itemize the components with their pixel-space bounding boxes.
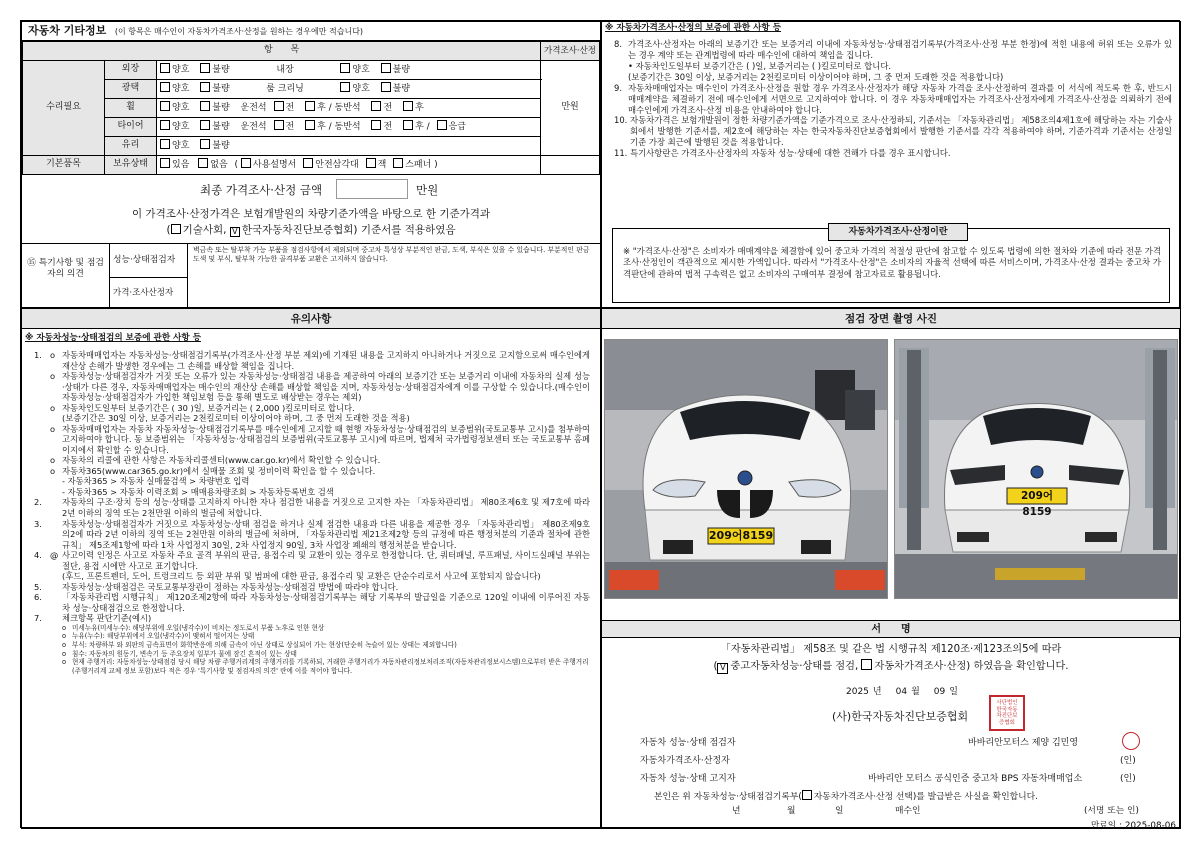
- note-text: 자동차매매업자는 자동차성능·상태점검기록부(가격조사·산정 부분 제외)에 기재된 내용을 고지하지 아니하거나 거짓으로 고지함으로써 매수인에게 재산상 손해가 발생한 경우에는 그 손해를 배상할 책임을 집니다.: [62, 350, 590, 371]
- note-text: - 자동차365 > 자동차 이력조회 > 매매용차량조회 > 자동차등록번호 검색: [62, 486, 334, 497]
- note-text: 「자동차관리법 시행규칙」 제120조제2항에 따라 자동차성능·상태점검기록부는 해당 기록부의 발급일을 기준으로 120일 이내에 이루어진 자동차 성능·상태점검으로 한정합니다.: [62, 592, 590, 613]
- checkbox[interactable]: [371, 120, 381, 130]
- note-number: 4.: [34, 550, 42, 561]
- option-label: 불량: [392, 84, 411, 95]
- criteria-list: [34, 624, 590, 675]
- basic-items-label: 기본품목: [23, 156, 105, 175]
- checkbox[interactable]: [366, 158, 376, 168]
- checkbox[interactable]: [274, 101, 284, 111]
- buyer-label: 매수인: [895, 806, 921, 816]
- note-item: [34, 550, 590, 571]
- note-text: 자동차성능·상태점검자가 거짓 또는 오류가 있는 자동차성능·상태점검 내용을 제공하여 아래의 보증기간 또는 보증거리 이내에 자동차의 실제 성능·상태가 다른 경우, 자동차매매업자는 매수인의 재산상 손해를 배상할 책임을 지며, 자동차성능·상태점검자에게 이를 구상할 수 있습니다.(매수인이 자동차성능·상태점검자가 가입한 책임보험 등을 통해 별도로 배상받는 경우는 제외): [62, 371, 590, 403]
- guarantee-item: [614, 83, 1172, 116]
- law-text-2: [602, 659, 1180, 674]
- confirm-text: 본인은 위 자동차성능·상태점검기록부(: [654, 792, 802, 802]
- note-text: (후드, 프론트펜더, 도어, 트렁크리드 등 외판 부위 및 범퍼에 대한 판금, 용접수리 및 교환은 단순수리로서 사고에 포함되지 않습니다): [62, 571, 541, 582]
- price-guarantee-section: [601, 21, 1181, 308]
- checkbox-performance[interactable]: [717, 663, 728, 674]
- signature-block: [602, 620, 1180, 829]
- vehicle-other-info-section: [21, 21, 601, 308]
- organization-seal: 사단법인한국자동차진단보증협회: [989, 695, 1025, 731]
- item-number: 10.: [614, 115, 628, 126]
- special-notes-label: ⑮ 특기사항 및 점검자의 의견: [22, 244, 110, 308]
- note-item: [34, 487, 590, 498]
- row-name-wheel: 휠: [105, 99, 157, 118]
- item-text: 자동차매매업자는 매수인이 가격조사·산정을 원할 경우 가격조사·산정자가 해당 자동차 가격을 조사·산정하여 결과를 이 서식에 적도록 한 후, 반드시 매매계약을 체결하기 전에 매수인에게 서면으로 고지하여야 합니다. 이 경우 자동차매매업자는 가격조사·산정자에게 가격조사·산정을 의뢰하기 전에 매수인에게 가격조사·산정 비용을 안내하여야 합니다.: [628, 82, 1172, 115]
- criteria-text: 미세누유(미세누수): 해당부위에 오일(냉각수)이 비치는 정도로서 부품 노후로 인한 현상: [72, 623, 325, 632]
- expiry-date: 만료일 : 2025-08-06: [1090, 821, 1176, 829]
- note-item: [34, 476, 590, 487]
- row-name-room-cleaning: 룸 크리닝: [266, 84, 304, 95]
- basic-items-options: [157, 156, 541, 175]
- date-label: 월: [911, 687, 920, 697]
- row-options-gloss: [157, 80, 541, 99]
- guarantee-item: [614, 72, 1172, 83]
- note-item: [34, 424, 590, 456]
- note-text: 자동차인도일부터 보증기간은 ( 30 )일, 보증거리는 ( 2,000 )킬로미터로 합니다.: [62, 402, 355, 413]
- row-name-glass: 유리: [105, 137, 157, 156]
- date-year: 2025: [846, 687, 869, 697]
- checkbox[interactable]: [160, 63, 170, 73]
- row-options-exterior: [157, 61, 541, 80]
- item-number: 11.: [614, 148, 628, 159]
- item-number: 8.: [614, 39, 622, 49]
- signer-label: 자동차 성능·상태 점검자: [640, 738, 736, 748]
- law-text-1: 「자동차관리법」 제58조 및 같은 법 시행규칙 제120조·제123조의5에 따라: [720, 644, 1062, 655]
- check-mark: V: [720, 663, 726, 672]
- note-bullet: o: [50, 455, 56, 466]
- date-label: 년: [872, 687, 882, 697]
- item-number: 9.: [614, 82, 622, 93]
- checkbox[interactable]: [403, 101, 413, 111]
- note-text: (보증기간은 30일 이상, 보증거리는 2천킬로미터 이상이어야 하며, 그 중 먼저 도래한 것을 적용): [62, 413, 410, 424]
- row-name-tire: 타이어: [105, 118, 157, 137]
- repair-needs-table: [22, 41, 600, 175]
- signer-value: 바바리안 모터스 공식인증 중고차 BPS 자동차매매업소: [868, 774, 1083, 784]
- checkbox[interactable]: [303, 158, 313, 168]
- item-text: 자동차가격은 보험개발원이 정한 차량기준가액을 기준가격으로 조사·산정하되, 기준서는 「자동차관리법」 제58조의4제1호에 해당하는 자는 기술사회에서 발행한 기준서를, 제2호에 해당하는 자는 한국자동차진단보증협회에서 발행한 기준서를 각각 적용하여야 하며, 기준가격과 기준서는 산정일 기준 가장 최근에 발행된 것을 적용합니다.: [630, 115, 1172, 148]
- definition-box-text: ※ "가격조사·산정"은 소비자가 매매계약을 체결함에 있어 중고차 가격의 적절성 판단에 참고할 수 있도록 법령에 의한 절차와 기준에 따라 전문 가격조사·산정인이 객관적으로 제시한 가액입니다. 따라서 "가격조사·산정"은 소비자의 자율적 선택에 따른 서비스이며, 가격조사·산정 결과는 중고차 가격판단에 관하여 법적 구속력은 없고 소비자의 구매여부 결정에 참고자료로 활용됩니다.: [623, 246, 1161, 279]
- section-title: 자동차 기타정보: [28, 24, 107, 37]
- criteria-text: 침수: 자동차의 원동기, 변속기 등 주요장치 일부가 물에 잠긴 흔적이 있는 상태: [72, 649, 297, 658]
- checkbox[interactable]: [160, 139, 170, 149]
- paren: (: [713, 661, 718, 672]
- col-header-item: 항 목: [23, 42, 541, 61]
- date-label: 일: [949, 687, 958, 697]
- note-bullet: [50, 519, 62, 551]
- option-label: 없음: [210, 160, 228, 171]
- note-number: 6.: [34, 592, 42, 603]
- option-label: 기술사회,: [182, 224, 227, 236]
- note-bullet: [50, 592, 62, 613]
- note-number: 2.: [34, 497, 42, 508]
- criteria-item: [62, 658, 590, 675]
- section-subtitle: ※ 자동차성능·상태점검의 보증에 관한 사항 등: [25, 333, 202, 343]
- checkbox-price-assessment[interactable]: [861, 659, 872, 670]
- option-label: 양호: [172, 65, 190, 76]
- note-text: 자동차365(www.car365.go.kr)에서 실매물 조회 및 정비이력 확인을 할 수 있습니다.: [62, 465, 376, 476]
- front-car-illustration: [605, 340, 888, 599]
- empty-cell: [541, 156, 600, 175]
- row-options-wheel: [157, 99, 541, 118]
- seal-placeholder: (인): [1120, 774, 1136, 784]
- confirm-text: 자동차가격조사·산정 선택)를 발급받은 사실을 확인합니다.: [813, 792, 1038, 802]
- option-label: 전: [285, 103, 295, 114]
- row-options-glass: [157, 137, 541, 156]
- note-item: [34, 592, 590, 613]
- criteria-bullet: o: [62, 658, 67, 667]
- option-label: 불량: [212, 103, 230, 114]
- section-title-note: (이 항목은 매수인이 자동차가격조사·산정을 원하는 경우에만 적습니다): [114, 27, 364, 36]
- photos-signature-section: [601, 308, 1181, 829]
- note-number: 7.: [34, 613, 42, 624]
- note-text: 자동차의 구조·장치 등의 성능·상태를 고지하지 아니한 자나 점검한 내용을 거짓으로 고지한 자는 「자동차관리법」 제80조제6호 및 제7호에 따라 2년 이하의 징역 또는 2천만원 이하의 벌금에 처합니다.: [62, 497, 590, 518]
- criteria-bullet: o: [62, 649, 67, 658]
- option-label: 응급: [448, 122, 466, 133]
- note-item: [34, 371, 590, 403]
- item-text: 가격조사·산정자는 아래의 보증기간 또는 보증거리 이내에 자동차성능·상태점검기록부(가격조사·산정 부분 한정)에 적힌 내용에 허위 또는 오류가 있는 경우 계약 또는 관계법령에 따라 매수인에 대하여 책임을 집니다.: [628, 39, 1172, 60]
- option-label: 후 / 동반석: [317, 122, 361, 133]
- front-photo: [604, 339, 888, 599]
- perf-inspector-label: 성능·상태점검자: [110, 244, 188, 278]
- section-header: 유의사항: [22, 309, 600, 329]
- note-bullet: o: [50, 371, 56, 382]
- checkbox[interactable]: [381, 63, 391, 73]
- checkbox[interactable]: [340, 82, 350, 92]
- guarantee-item: [614, 61, 1172, 72]
- signer-value: 바바리안모터스 제양 김민영: [968, 738, 1079, 748]
- date-label: 년: [732, 806, 741, 816]
- item-text: 특기사항란은 가격조사·산정자의 자동차 성능·상태에 대한 견해가 다를 경우 표시합니다.: [630, 148, 951, 159]
- note-number: [34, 413, 50, 424]
- row-name-gloss: 광택: [105, 80, 157, 99]
- item-text: (보증기간은 30일 이상, 보증거리는 2천킬로미터 이상이어야 하며, 그 중 먼저 도래한 것을 적용합니다): [628, 71, 1004, 82]
- note-item: [34, 613, 590, 624]
- note-item: [34, 497, 590, 518]
- final-price-unit: 만원: [416, 183, 439, 197]
- note-item: [34, 413, 590, 424]
- note-text: 자동차의 리콜에 관한 사항은 자동차리콜센터(www.car.go.kr)에서 확인할 수 있습니다.: [62, 455, 381, 466]
- checkbox-engineer-society[interactable]: [171, 224, 181, 234]
- checkbox[interactable]: [403, 120, 413, 130]
- seal-placeholder: (인): [1120, 756, 1136, 766]
- issuing-organization: (사)한국자동차진단보증협회: [832, 710, 969, 723]
- notes-list: [34, 350, 590, 675]
- note-item: [34, 571, 590, 582]
- checkbox[interactable]: [381, 82, 391, 92]
- option-label: 불량: [212, 141, 230, 152]
- paren: (: [166, 224, 171, 236]
- basis-text-1: 이 가격조사·산정가격은 보험개발원의 차량기준가액을 바탕으로 한 기준가격과: [131, 208, 491, 220]
- date-label: 월: [787, 806, 796, 816]
- note-number: 1.: [34, 350, 42, 360]
- option-label: 양호: [172, 84, 190, 95]
- option-label: 자동차가격조사·산정) 하였음을 확인합니다.: [874, 661, 1069, 672]
- guarantee-item: [614, 39, 1172, 61]
- note-bullet: [50, 497, 62, 518]
- criteria-bullet: o: [62, 640, 67, 649]
- note-number: [34, 476, 50, 487]
- front-license-plate: 209어8159: [708, 529, 774, 542]
- option-label: 잭: [377, 160, 387, 171]
- option-label: 불량: [392, 65, 411, 76]
- checkbox[interactable]: [305, 101, 315, 111]
- rear-car-illustration: [895, 340, 1178, 599]
- note-text: 자동차매매업자는 자동차 자동차성능·상태점검기록부를 매수인에게 고지할 때 현행 자동차성능·상태점검의 보증범위(국토교통부 고시)를 첨부하여 고지하여야 합니다. 동 보증범위는 「자동차성능·상태점검의 보증범위(국토교통부 고시)에 따르며, 법제처 국가법령정보센터 또는 국토교통부 홈페이지에서 확인할 수 있습니다.: [62, 423, 590, 455]
- note-bullet: [50, 476, 62, 487]
- option-label: 양호: [172, 141, 190, 152]
- checkbox-kaida[interactable]: [230, 227, 240, 237]
- checkbox[interactable]: [160, 101, 170, 111]
- item-text: • 자동차인도일부터 보증기간은 ( )일, 보증거리는 ( )킬로미터로 합니다.: [628, 60, 892, 71]
- section-title-bar: [22, 22, 600, 41]
- option-label: 사용설명서: [252, 160, 297, 171]
- note-number: [34, 371, 50, 403]
- note-bullet: @: [50, 550, 59, 561]
- option-label: 중고자동차성능·상태를 점검,: [730, 661, 859, 672]
- option-label: 전: [383, 122, 393, 133]
- checkbox[interactable]: [200, 139, 210, 149]
- perf-inspector-opinion: 벽금속 또는 탈부착 가능 부품을 점검사항에서 제외되며 중고차 특성상 부분적인 판금, 도색, 부식은 있을 수 있습니다. 부분적인 판금 도색 및 부식, 탈부착 가능한 골격부품 교환은 고지하지 않습니다.: [193, 246, 590, 264]
- checkbox[interactable]: [198, 158, 208, 168]
- checkbox[interactable]: [241, 158, 251, 168]
- date-month: 04: [895, 687, 908, 697]
- signer-label: 자동차 성능·상태 고지자: [640, 774, 736, 784]
- price-unit-cell: 만원: [541, 61, 600, 156]
- final-price-label: 최종 가격조사·산정 금액: [200, 183, 323, 197]
- note-item: [34, 582, 590, 593]
- checkbox[interactable]: [340, 63, 350, 73]
- criteria-bullet: o: [62, 623, 67, 632]
- inspection-record-sheet: [20, 20, 1180, 828]
- signature-header: 서 명: [602, 621, 1180, 638]
- checkbox-buyer-price[interactable]: [802, 790, 812, 800]
- checkbox[interactable]: [160, 120, 170, 130]
- checkbox[interactable]: [437, 120, 447, 130]
- inspector-stamp-icon: [1122, 732, 1140, 750]
- driver-side-label: 운전석: [240, 103, 267, 114]
- price-definition-box: [612, 228, 1170, 303]
- buyer-sign-placeholder: (서명 또는 인): [1084, 806, 1139, 816]
- date-day: 09: [933, 687, 946, 697]
- note-bullet: o: [50, 423, 56, 434]
- driver-side-label: 운전석: [240, 122, 267, 133]
- row-name-interior: 내장: [276, 65, 294, 76]
- note-bullet: [50, 613, 62, 624]
- option-label: 불량: [212, 84, 230, 95]
- check-mark: V: [232, 227, 238, 236]
- criteria-text: 누유(누수): 해당부위에서 오일(냉각수)이 맺혀서 떨어지는 상태: [72, 632, 255, 641]
- note-text: 자동차성능·상태점검자가 거짓으로 자동차성능·상태 점검을 하거나 실제 점검한 내용과 다른 내용을 제공한 경우 「자동차관리법」 제80조제9호의2에 따라 2년 이하의 징역 또는 2천만원 이하의 벌금에 처하며, 「자동차관리법 제21조제2항 등의 규정에 따른 행정처분의 기준과 절차에 관한 규칙」 제5조제1항에 따라 1차 사업정지 30일, 2차 사업정지 90일, 3차 사업장 폐쇄의 행정처분을 받습니다.: [62, 518, 590, 550]
- signer-label: 자동차가격조사·산정자: [640, 756, 730, 766]
- note-bullet: [50, 582, 62, 593]
- col-header-price: 가격조사·산정: [541, 42, 600, 61]
- note-number: [34, 466, 50, 477]
- note-bullet: o: [50, 465, 56, 476]
- paren: (: [234, 160, 241, 171]
- note-bullet: [50, 487, 62, 498]
- criteria-text: 현재 주행거리: 자동차성능·상태점검 당시 해당 차량 주행거리계의 주행거리를 기록하되, 거래한 주행거리가 자동차관리정보처리조직(자동차관리정보시스템)으로부터 받은 주행거리(주행거리계 교체 정보 포함)보다 적은 경우 '특기사항 및 점검자의 의견' 란에 이를 적어야 합니다.: [72, 658, 589, 675]
- note-item: [34, 466, 590, 477]
- section-header: 점검 장면 촬영 사진: [602, 309, 1180, 329]
- option-label: 전: [383, 103, 393, 114]
- issue-date: [846, 687, 958, 699]
- row-name-exterior: 외장: [105, 61, 157, 80]
- note-bullet: o: [50, 402, 56, 413]
- guarantee-item: [614, 115, 1172, 148]
- criteria-bullet: o: [62, 632, 67, 641]
- criteria-text: 부식: 차량하부 와 외판의 금속표면이 화학반응에 의해 금속이 아닌 상태로 상실되어 가는 현상(단순히 녹슬어 있는 상태는 제외합니다): [72, 640, 457, 649]
- note-text: 자동차성능·상태점검은 국토교통부장관이 정하는 자동차성능·상태점검 방법에 따라야 합니다.: [62, 581, 399, 592]
- basic-status-label: 보유상태: [105, 156, 157, 175]
- checkbox[interactable]: [200, 101, 210, 111]
- option-label: 한국자동차진단보증협회) 기준서를 적용하였음: [241, 224, 456, 236]
- criteria-item: [62, 641, 590, 650]
- paren: ): [434, 160, 438, 171]
- option-label: 양호: [172, 122, 190, 133]
- basis-text-2: [22, 224, 600, 237]
- option-label: 후 /: [415, 122, 430, 133]
- option-label: 양호: [172, 103, 190, 114]
- checkbox[interactable]: [200, 82, 210, 92]
- note-item: [34, 403, 590, 414]
- notes-section: [21, 308, 601, 829]
- checkbox[interactable]: [274, 120, 284, 130]
- checkbox[interactable]: [200, 63, 210, 73]
- note-number: [34, 487, 50, 498]
- option-label: 불량: [212, 65, 230, 76]
- section-title: ※ 자동차가격조사·산정의 보증에 관한 사항 등: [605, 23, 782, 33]
- note-bullet: o: [50, 350, 56, 360]
- checkbox[interactable]: [305, 120, 315, 130]
- guarantee-item: [614, 148, 1172, 159]
- note-text: 체크항목 판단기준(예시): [62, 613, 152, 624]
- option-label: 전: [285, 122, 295, 133]
- date-label: 일: [835, 806, 844, 816]
- note-number: [34, 455, 50, 466]
- buyer-confirmation: [654, 790, 1038, 803]
- note-item: [34, 455, 590, 466]
- option-label: 후: [415, 103, 424, 114]
- price-assessor-label: 가격·조사산정자: [110, 278, 188, 308]
- option-label: 양호: [352, 65, 370, 76]
- note-bullet: [50, 571, 62, 582]
- note-number: 5.: [34, 581, 42, 592]
- final-price-input[interactable]: [336, 179, 408, 199]
- checkbox[interactable]: [200, 120, 210, 130]
- note-number: [34, 424, 50, 456]
- note-number: [34, 571, 50, 582]
- note-text: 사고이력 인정은 사고로 자동차 주요 골격 부위의 판금, 용접수리 및 교환이 있는 경우로 한정합니다. 단, 쿼터패널, 루프패널, 사이드실패널 부위는 절단, 용접 시에만 사고로 표기합니다.: [62, 550, 590, 571]
- option-label: 안전삼각대: [315, 160, 359, 171]
- rear-photo: [894, 339, 1178, 599]
- definition-box-title: 자동차가격조사·산정이란: [828, 223, 968, 241]
- checkbox[interactable]: [371, 101, 381, 111]
- row-options-tire: [157, 118, 541, 137]
- note-item: [34, 519, 590, 551]
- special-notes-block: [22, 243, 600, 308]
- option-label: 후 / 동반석: [317, 103, 361, 114]
- note-number: 3.: [34, 518, 42, 529]
- option-label: 양호: [352, 84, 370, 95]
- checkbox[interactable]: [160, 158, 170, 168]
- guarantee-items: [614, 39, 1172, 159]
- note-text: - 자동차365 > 자동차 실매물검색 > 차량번호 입력: [62, 476, 250, 487]
- criteria-item: [62, 650, 590, 659]
- option-label: 불량: [212, 122, 230, 133]
- checkbox[interactable]: [160, 82, 170, 92]
- option-label: 있음: [172, 160, 190, 171]
- criteria-item: [62, 632, 590, 641]
- checkbox[interactable]: [393, 158, 403, 168]
- note-number: [34, 403, 50, 414]
- repair-needed-label: 수리필요: [23, 61, 105, 156]
- note-bullet: [50, 413, 62, 424]
- note-item: [34, 350, 590, 371]
- rear-license-plate: 209어8159: [1020, 490, 1054, 518]
- option-label: 스패너: [405, 160, 432, 171]
